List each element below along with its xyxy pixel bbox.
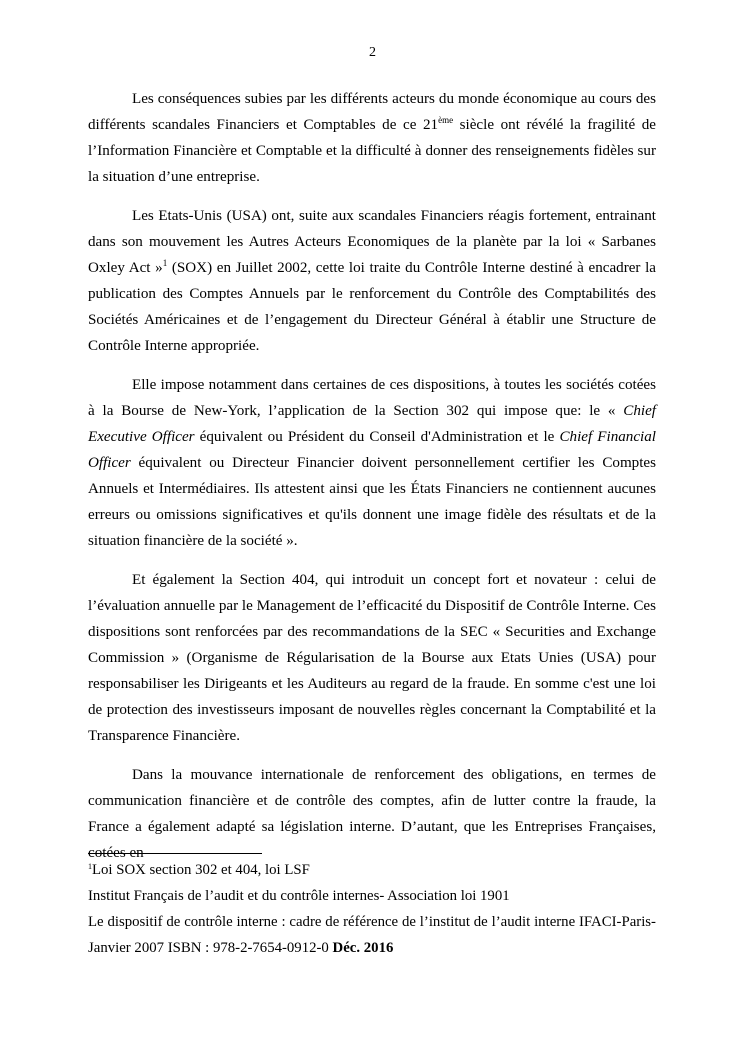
body-text bbox=[88, 86, 656, 866]
paragraph-1-text-a: Les conséquences subies par les différents acteurs du monde économique au cours des différents scandales Financiers et Comptables de ce 21 bbox=[88, 91, 656, 133]
footnote-1-text: Loi SOX section 302 et 404, loi LSF bbox=[92, 862, 310, 878]
footnote-1 bbox=[88, 857, 656, 883]
ceo-term: Chief Executive Officer bbox=[88, 403, 656, 445]
cfo-term: Chief Financial Officer bbox=[88, 429, 656, 471]
footnote-ref-1[interactable]: 1 bbox=[162, 258, 168, 268]
paragraph-1-text-b: siècle ont révélé la fragilité de l’Information Financière et Comptable et la difficulté à donner des renseignements fidèles sur la situation d’une entreprise. bbox=[88, 117, 656, 185]
page-number: 2 bbox=[369, 45, 376, 60]
paragraph-3-text-a: Elle impose notamment dans certaines de ces dispositions, à toutes les sociétés cotées à la Bourse de New-York, l’application de la Section 302 qui impose que: le « bbox=[88, 377, 656, 419]
paragraph-1 bbox=[88, 86, 656, 190]
paragraph-2 bbox=[88, 203, 656, 359]
paragraph-3 bbox=[88, 372, 656, 554]
footnote-line-2: Institut Français de l’audit et du contrôle internes- Association loi 1901 bbox=[88, 888, 510, 904]
superscript-eme: ème bbox=[438, 115, 454, 125]
paragraph-3-text-c: équivalent ou Directeur Financier doivent personnellement certifier les Comptes Annuels et Intermédiaires. Ils attestent ainsi que les États Financiers ne contiennent aucunes erreurs ou omissions significatives et qu'ils donnent une image fidèle des résultats et de la situation financière de la société ». bbox=[88, 455, 656, 549]
footnote-line-3 bbox=[88, 909, 656, 961]
paragraph-2-text-b: (SOX) en Juillet 2002, cette loi traite du Contrôle Interne destiné à encadrer la publication des Comptes Annuels par le renforcement du Contrôle des Comptabilités des Sociétés Américaines et de l’engagement du Directeur Général à établir une Structure de Contrôle Interne appropriée. bbox=[88, 260, 656, 354]
paragraph-5: Dans la mouvance internationale de renforcement des obligations, en termes de communication financière et de contrôle des comptes, afin de lutter contre la fraude, la France a également adapté sa législation interne. D’autant, que les Entreprises Françaises, cotées en bbox=[88, 767, 656, 861]
paragraph-3-text-b: équivalent ou Président du Conseil d'Administration et le bbox=[194, 429, 560, 445]
footnote-line-3-text: Le dispositif de contrôle interne : cadre de référence de l’institut de l’audit interne IFACI-Paris- Janvier 2007 ISBN : 978-2-7654-0912-0 bbox=[88, 914, 656, 956]
footnote-line-3-date: Déc. 2016 bbox=[332, 940, 394, 956]
footnote-1-marker: 1 bbox=[88, 862, 92, 871]
paragraph-4: Et également la Section 404, qui introduit un concept fort et novateur : celui de l’évaluation annuelle par le Management de l’efficacité du Dispositif de Contrôle Interne. Ces dispositions sont renforcées par des recommandations de la SEC « Securities and Exchange Commission » (Organisme de Régularisation de la Bourse aux Etats Unies (USA) pour responsabiliser les Dirigeants et les Auditeurs au regard de la fraude. En somme c'est une loi de protection des investisseurs imposant de nouvelles règles concernant la Comptabilité et la Transparence Financière. bbox=[88, 572, 656, 744]
footnote-separator bbox=[88, 853, 262, 854]
footnotes bbox=[88, 857, 656, 961]
paragraph-2-text-a: Les Etats-Unis (USA) ont, suite aux scandales Financiers réagis fortement, entrainant dans son mouvement les Autres Acteurs Economiques de la planète par la loi « Sarbanes Oxley Act » bbox=[88, 208, 656, 276]
